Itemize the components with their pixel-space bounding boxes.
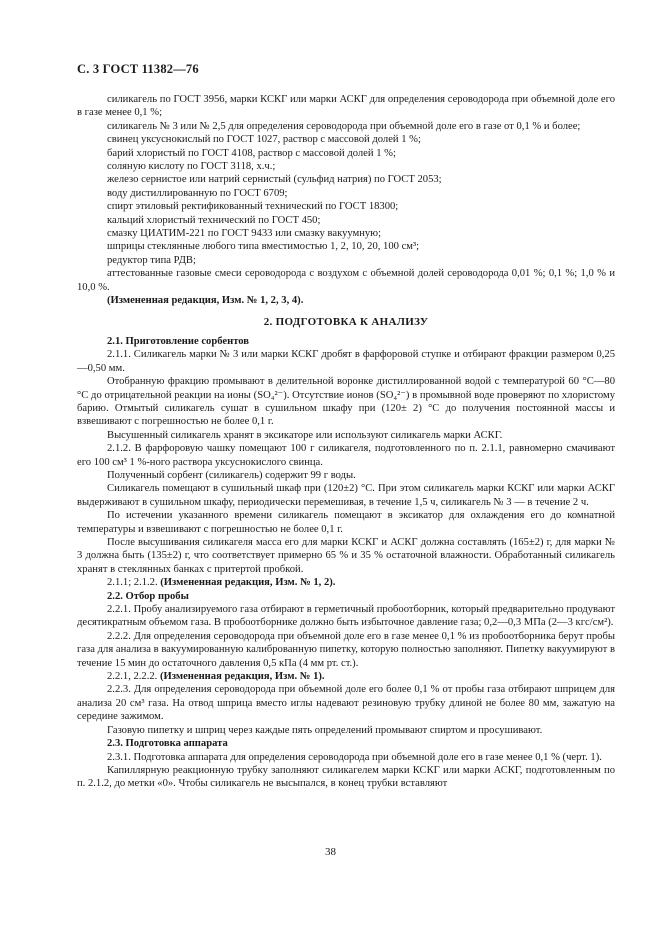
edit-note: (Измененная редакция, Изм. № 1, 2). <box>160 577 336 589</box>
list-item: спирт этиловый ректификованный технический по ГОСТ 18300; <box>107 201 399 213</box>
subsection-title: 2.3. Подготовка аппарата <box>107 738 228 750</box>
edit-note: (Измененная редакция, Изм. № 1). <box>159 671 325 683</box>
paragraph: 2.1.2. В фарфоровую чашку помещают 100 г силикагеля, подготовленного по п. 2.1.1, равномерно смачивают его 100 см³ 1 %-ного раствора уксуснокислого свинца. <box>77 443 615 468</box>
note-prefix: 2.2.1, 2.2.2. <box>107 671 158 683</box>
list-item: силикагель № 3 или № 2,5 для определения сероводорода при объемной доле его в газе от 0,1 % и более; <box>107 120 581 132</box>
subsection-title: 2.2. Отбор пробы <box>107 590 189 602</box>
paragraph: 2.2.2. Для определения сероводорода при объемной доле его в газе менее 0,1 % из пробоотборника берут пробы газа для анализа в вакуумированную калиброванную пипетку, которую полностью заполняют. Пипетку вакуумируют в течение 15 мин до остаточного давления 0,5 кПа (4 мм рт. ст.). <box>77 630 615 669</box>
list-item: силикагель по ГОСТ 3956, марки КСКГ или марки АСКГ для определения сероводорода при объемной доле его в газе менее 0,1 %; <box>77 94 615 119</box>
paragraph: 2.2.1. Пробу анализируемого газа отбирают в герметичный пробоотборник, который предварительно продувают десятикратным объемом газа. В пробоотборнике должно быть избыточное давление газа; 0,2—0,3 МПа (2—3 кгс/см²). <box>77 604 615 629</box>
list-item: барий хлористый по ГОСТ 4108, раствор с массовой долей 1 %; <box>107 147 396 159</box>
list-item: свинец уксуснокислый по ГОСТ 1027, раствор с массовой долей 1 %; <box>107 134 421 146</box>
subsection-title: 2.1. Приготовление сорбентов <box>107 335 250 347</box>
list-item: кальций хлористый технический по ГОСТ 450; <box>107 214 321 226</box>
paragraph: Газовую пипетку и шприц через каждые пять определений промывают спиртом и просушивают. <box>107 724 543 736</box>
list-item: шприцы стеклянные любого типа вместимостью 1, 2, 10, 20, 100 см³; <box>107 241 420 253</box>
paragraph: После высушивания силикагеля масса его для марки КСКГ и АСКГ должна составлять (165±2) г, для марки № 3 должна быть (135±2) г, что соответствует примерно 65 % и 35 % остаточной влажности. Обработанный силикагель хранят в стеклянных банках с притертой пробкой. <box>77 537 615 575</box>
paragraph: Высушенный силикагель хранят в эксикаторе или используют силикагель марки АСКГ. <box>107 429 503 441</box>
list-item: аттестованные газовые смеси сероводорода с воздухом с объемной долей сероводорода 0,01 %; 0,1 %; 1,0 % и 10,0 %. <box>77 268 615 293</box>
edit-note: (Измененная редакция, Изм. № 1, 2, 3, 4). <box>107 295 304 307</box>
list-item: смазку ЦИАТИМ-221 по ГОСТ 9433 или смазку вакуумную; <box>107 228 382 240</box>
paragraph: Капиллярную реакционную трубку заполняют силикагелем марки КСКГ или марки АСКГ, подготовленным по п. 2.1.2, до метки «0». Чтобы силикагель не высыпался, в конец трубки вставляют <box>77 764 615 790</box>
document-body <box>77 93 615 791</box>
paragraph: Полученный сорбент (силикагель) содержит 99 г воды. <box>107 469 356 481</box>
list-item: соляную кислоту по ГОСТ 3118, х.ч.; <box>107 161 276 173</box>
edit-note-line <box>77 670 615 683</box>
list-item: воду дистиллированную по ГОСТ 6709; <box>107 187 288 199</box>
page-number: 38 <box>325 846 336 858</box>
paragraph: 2.2.3. Для определения сероводорода при объемной доле его более 0,1 % от пробы газа отбирают шприцем для анализа 20 см³ газа. На отвод шприца вместо иглы надевают резиновую трубку длиной не более 80 мм, зажатую на середине зажимом. <box>77 684 615 723</box>
paragraph: 2.1.1. Силикагель марки № 3 или марки КСКГ дробят в фарфоровой ступке и отбирают фракции размером 0,25—0,50 мм. <box>77 349 615 374</box>
paragraph: 2.3.1. Подготовка аппарата для определения сероводорода при объемной доле его в газе менее 0,1 % (черт. 1). <box>107 751 602 763</box>
paragraph: По истечении указанного времени силикагель помещают в эксикатор для охлаждения его до комнатной температуры и взвешивают с погрешностью не более 0,1 г. <box>77 510 615 535</box>
paragraph: Силикагель помещают в сушильный шкаф при (120±2) °С. При этом силикагель марки КСКГ или марки АСКГ выдерживают в сушильном шкафу, периодически перемешивая, в течение 1,5 ч, силикагель № 3 — в течение 2 ч. <box>77 483 615 508</box>
edit-note-line <box>77 576 615 589</box>
list-item: железо сернистое или натрий сернистый (сульфид натрия) по ГОСТ 2053; <box>107 174 442 186</box>
paragraph: Отобранную фракцию промывают в делительной воронке дистиллированной водой с температурой 60 °С—80 °С до отрицательной реакции на ионы (SO₄²⁻). Отсутствие ионов (SO₄²⁻) в промывной воде проверяют по хлористому барию. Отмытый силикагель сушат в сушильном шкафу при (120± 2) °С до получения постоянной массы и взвешивают с погрешностью не более 0,1 г. <box>77 376 615 428</box>
note-prefix: 2.1.1; 2.1.2. <box>107 577 158 589</box>
page-header: С. 3 ГОСТ 11382—76 <box>77 62 199 76</box>
section-title: 2. ПОДГОТОВКА К АНАЛИЗУ <box>263 315 429 328</box>
list-item: редуктор типа РДВ; <box>107 254 196 266</box>
